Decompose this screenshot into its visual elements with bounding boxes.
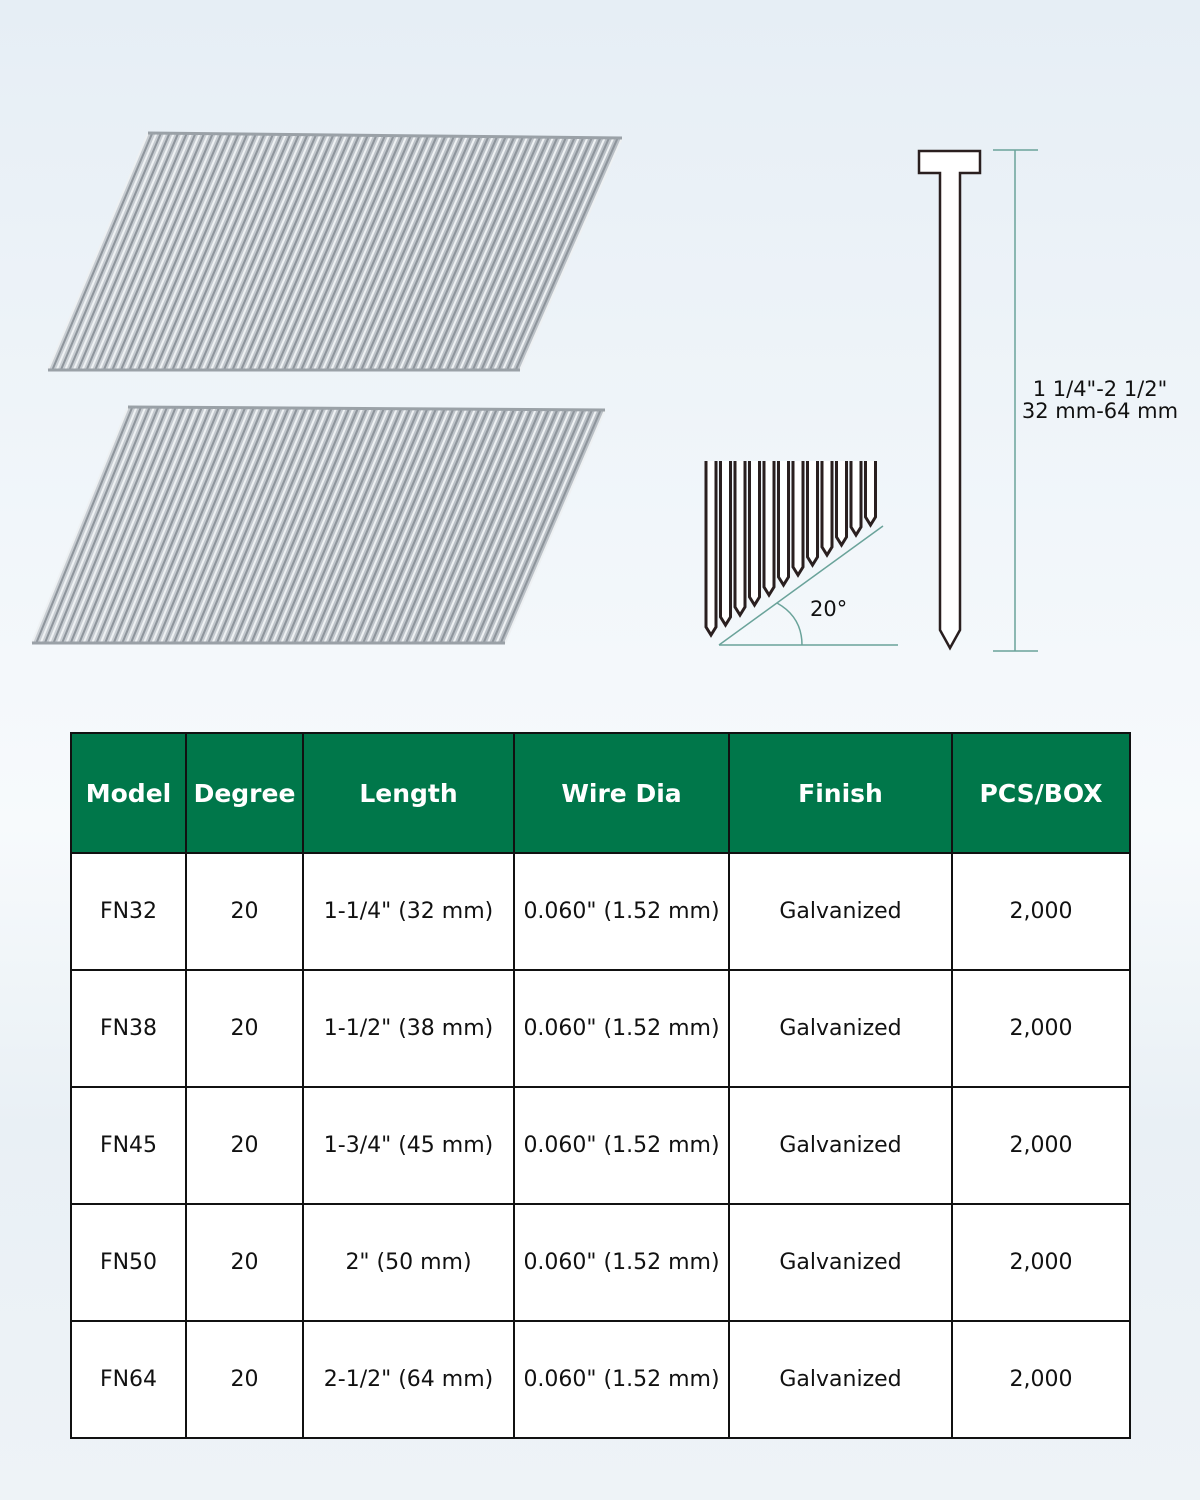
- table-row: [71, 1321, 1130, 1438]
- cell-wire-dia: 0.060" (1.52 mm): [514, 853, 729, 970]
- cell-degree: 20: [186, 1087, 303, 1204]
- header-finish: Finish: [729, 733, 952, 853]
- cell-length: 2" (50 mm): [303, 1204, 514, 1321]
- cell-finish: Galvanized: [729, 970, 952, 1087]
- header-pcs-per-box: PCS/BOX: [952, 733, 1130, 853]
- collated-nail: [837, 461, 847, 545]
- table-header-row: [71, 733, 1130, 853]
- cell-degree: 20: [186, 853, 303, 970]
- table-row: [71, 1087, 1130, 1204]
- header-length: Length: [303, 733, 514, 853]
- collated-nail: [706, 461, 716, 635]
- cell-finish: Galvanized: [729, 1321, 952, 1438]
- collated-nail: [764, 461, 774, 595]
- cell-pcs-per-box: 2,000: [952, 853, 1130, 970]
- cell-finish: Galvanized: [729, 1204, 952, 1321]
- header-degree: Degree: [186, 733, 303, 853]
- cell-pcs-per-box: 2,000: [952, 1321, 1130, 1438]
- table-row: [71, 853, 1130, 970]
- cell-wire-dia: 0.060" (1.52 mm): [514, 1204, 729, 1321]
- table-row: [71, 970, 1130, 1087]
- cell-model: FN50: [71, 1204, 186, 1321]
- nail-drawing: [919, 151, 980, 648]
- cell-model: FN38: [71, 970, 186, 1087]
- cell-finish: Galvanized: [729, 1087, 952, 1204]
- collated-nail: [721, 461, 731, 625]
- cell-length: 1-3/4" (45 mm): [303, 1087, 514, 1204]
- cell-pcs-per-box: 2,000: [952, 1087, 1130, 1204]
- spec-table: [70, 732, 1131, 1439]
- header-model: Model: [71, 733, 186, 853]
- cell-finish: Galvanized: [729, 853, 952, 970]
- length-range-label: [1010, 378, 1190, 422]
- cell-model: FN32: [71, 853, 186, 970]
- header-wire-dia: Wire Dia: [514, 733, 729, 853]
- cell-degree: 20: [186, 970, 303, 1087]
- cell-model: FN64: [71, 1321, 186, 1438]
- nail-strip-bottom: [32, 407, 605, 643]
- collated-nails-diagram: [706, 461, 876, 635]
- collated-nail: [822, 461, 832, 555]
- collated-nail: [750, 461, 760, 605]
- cell-length: 2-1/2" (64 mm): [303, 1321, 514, 1438]
- collated-nail: [851, 461, 861, 535]
- length-range-mm: 32 mm-64 mm: [1021, 399, 1179, 423]
- cell-degree: 20: [186, 1204, 303, 1321]
- cell-wire-dia: 0.060" (1.52 mm): [514, 1321, 729, 1438]
- length-range-inches: 1 1/4"-2 1/2": [1032, 377, 1168, 401]
- cell-wire-dia: 0.060" (1.52 mm): [514, 1087, 729, 1204]
- cell-length: 1-1/4" (32 mm): [303, 853, 514, 970]
- collated-nail: [779, 461, 789, 585]
- cell-length: 1-1/2" (38 mm): [303, 970, 514, 1087]
- cell-degree: 20: [186, 1321, 303, 1438]
- collated-nail: [793, 461, 803, 575]
- collated-nail: [866, 461, 876, 525]
- cell-model: FN45: [71, 1087, 186, 1204]
- product-illustration: [0, 0, 1200, 700]
- angle-label: 20°: [810, 597, 848, 621]
- nail-strip-top: [48, 133, 622, 370]
- cell-pcs-per-box: 2,000: [952, 1204, 1130, 1321]
- cell-pcs-per-box: 2,000: [952, 970, 1130, 1087]
- collated-nail: [735, 461, 745, 615]
- table-row: [71, 1204, 1130, 1321]
- cell-wire-dia: 0.060" (1.52 mm): [514, 970, 729, 1087]
- collated-nail: [808, 461, 818, 565]
